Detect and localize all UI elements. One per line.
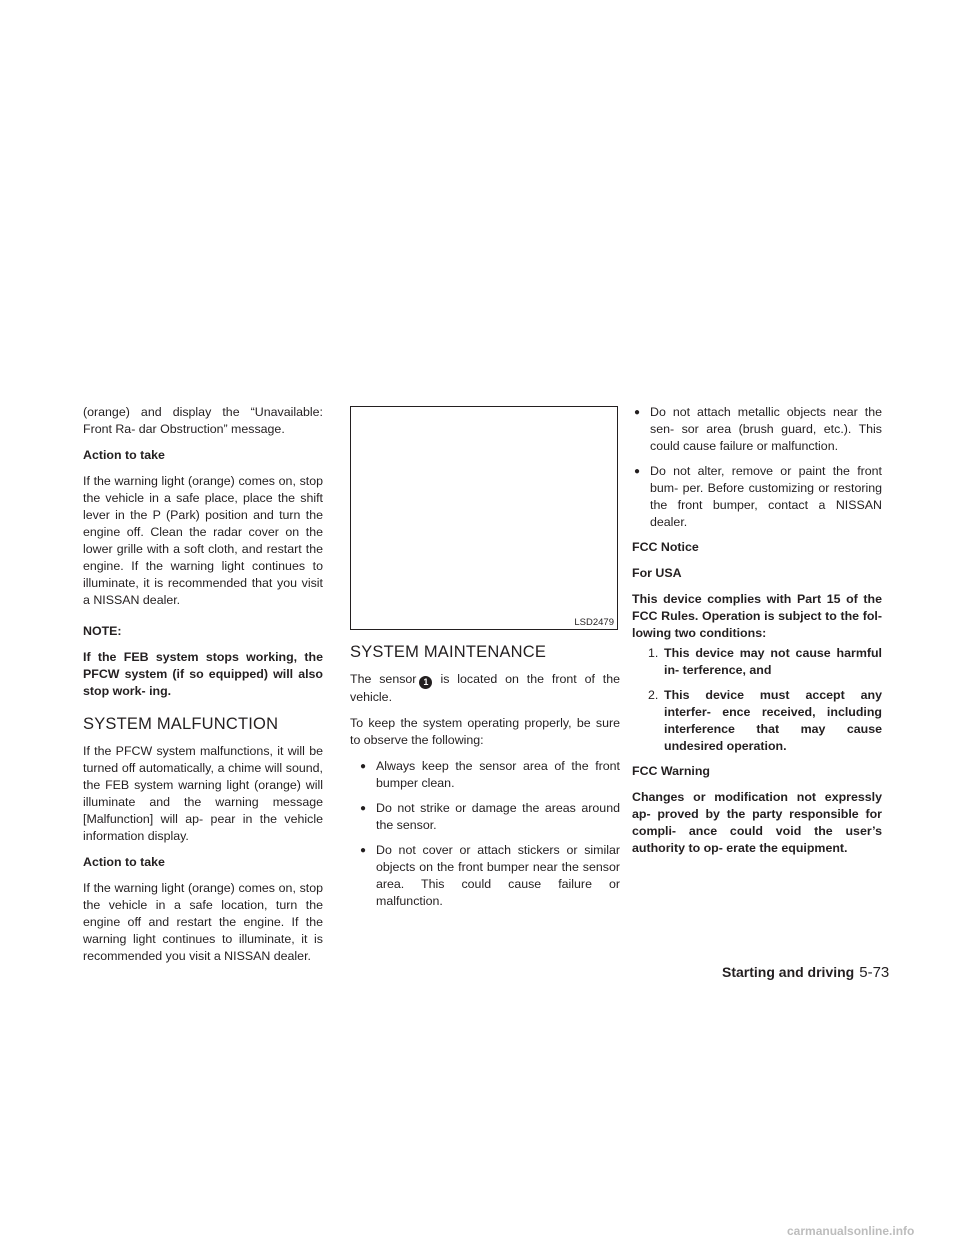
list-item — [632, 463, 882, 531]
maintenance-bullets-continued — [632, 404, 882, 531]
sensor-text-pre: The sensor — [350, 672, 417, 686]
page-footer — [722, 963, 889, 982]
list-item — [632, 687, 882, 755]
list-number: 1. — [648, 646, 659, 660]
list-item-text: Do not strike or damage the areas around the sensor. — [376, 801, 620, 832]
list-item — [632, 645, 882, 679]
figure-placeholder — [350, 406, 618, 630]
intro-paragraph: (orange) and display the “Unavailable: Front Ra- dar Obstruction” message. — [83, 405, 323, 436]
fcc-warning-heading: FCC Warning — [632, 764, 711, 778]
bullet-icon: ● — [360, 803, 367, 814]
list-item-text: Do not attach metallic objects near the sen- sor area (brush guard, etc.). This could cause failure or malfunction. — [650, 405, 882, 453]
bullet-icon: ● — [634, 407, 641, 418]
list-item — [350, 758, 620, 792]
observe-paragraph: To keep the system operating properly, be sure to observe the following: — [350, 716, 620, 747]
column-right — [632, 404, 882, 866]
fcc-warning-body: Changes or modification not expressly ap- proved by the party responsible for compli- ance could void the user’s authority to op- erate the equipment. — [632, 790, 882, 855]
list-item-text: This device must accept any interfer- ence received, including interference that may cause undesired operation. — [664, 688, 882, 753]
list-item-text: Do not cover or attach stickers or similar objects on the front bumper near the sensor area. This could cause failure or malfunction. — [376, 843, 620, 908]
fcc-complies-paragraph: This device complies with Part 15 of the FCC Rules. Operation is subject to the fol- lowing two conditions: — [632, 592, 882, 640]
column-left — [83, 404, 323, 974]
footer-page-number: 5-73 — [859, 964, 890, 981]
bullet-icon: ● — [360, 761, 367, 772]
bullet-icon: ● — [360, 845, 367, 856]
heading-system-maintenance: SYSTEM MAINTENANCE — [350, 643, 547, 661]
maintenance-bullets — [350, 758, 620, 910]
list-item-text: Always keep the sensor area of the front bumper clean. — [376, 759, 620, 790]
note-heading: NOTE: — [83, 624, 122, 638]
footer-section-title: Starting and driving — [722, 964, 855, 980]
fcc-conditions-list — [632, 645, 882, 755]
column-middle — [350, 404, 620, 918]
action-heading-1: Action to take — [83, 448, 165, 462]
list-item — [632, 404, 882, 455]
bullet-icon: ● — [634, 466, 641, 477]
sensor-paragraph — [350, 671, 620, 706]
heading-system-malfunction: SYSTEM MALFUNCTION — [83, 715, 279, 733]
watermark-link[interactable]: carmanualsonline.info — [787, 1224, 915, 1238]
sensor-text-post: is located on the front of the vehicle. — [350, 672, 621, 704]
callout-1-icon: 1 — [419, 676, 432, 689]
list-number: 2. — [648, 688, 659, 702]
action-body-2: If the warning light (orange) comes on, stop the vehicle in a safe location, turn the engine off and restart the engine. If the warning light continues to illuminate, it is recommended you visit a NISSAN dealer. — [83, 881, 323, 963]
action-body-1: If the warning light (orange) comes on, stop the vehicle in a safe place, place the shift lever in the P (Park) position and turn the engine off. Clean the radar cover on the lower grille with a soft cloth, and restart the engine. If the warning light continues to illuminate, it is recommended that you visit a NISSAN dealer. — [83, 474, 323, 607]
note-body: If the FEB system stops working, the PFCW system (if so equipped) will also stop work- ing. — [83, 650, 323, 698]
list-item-text: Do not alter, remove or paint the front bum- per. Before customizing or restoring the front bumper, contact a NISSAN dealer. — [650, 464, 882, 529]
fcc-notice-heading: FCC Notice — [632, 540, 699, 554]
list-item-text: This device may not cause harmful in- terference, and — [664, 646, 882, 677]
list-item — [350, 842, 620, 910]
list-item — [350, 800, 620, 834]
figure-label: LSD2479 — [574, 617, 614, 628]
malfunction-body: If the PFCW system malfunctions, it will be turned off automatically, a chime will sound, the FEB system warning light (orange) will illuminate and the warning message [Malfunction] will ap- pear in the vehicle information display. — [83, 744, 323, 843]
action-heading-2: Action to take — [83, 855, 165, 869]
for-usa-heading: For USA — [632, 566, 682, 580]
